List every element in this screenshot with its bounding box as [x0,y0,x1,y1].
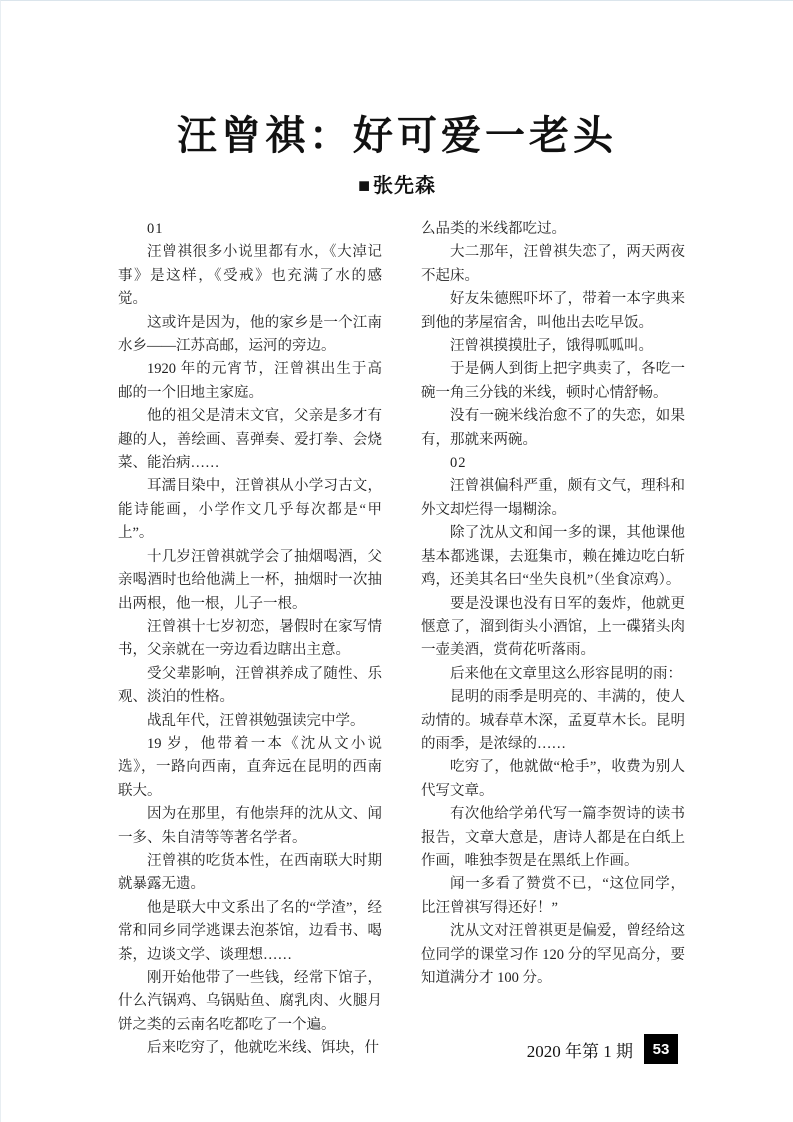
paragraph: 19 岁，他带着一本《沈从文小说选》，一路向西南，直奔远在昆明的西南联大。 [118,735,382,799]
paragraph: 1920 年的元宵节，汪曾祺出生于高邮的一个旧地主家庭。 [118,361,382,401]
paragraph: 战乱年代，汪曾祺勉强读完中学。 [147,712,365,729]
paragraph: 除了沈从文和闻一多的课，其他课他基本都逃课，去逛集市，赖在摊边吃白斩鸡，还美其名曰“坐失良机”（坐食凉鸡）。 [421,525,685,589]
section-number: 01 [147,221,164,237]
paragraph: 汪曾祺很多小说里都有水，《大淖记事》是这样，《受戒》也充满了水的感觉。 [118,244,382,308]
paragraph: 沈从文对汪曾祺更是偏爱，曾经给这位同学的课堂习作 120 分的罕见高分，要知道满分才 100 分。 [421,923,685,986]
article-title: 汪曾祺：好可爱一老头 [177,113,617,158]
paragraph: 大二那年，汪曾祺失恋了，两天两夜不起床。 [421,244,685,284]
paragraph: 汪曾祺摸摸肚子，饿得呱呱叫。 [450,338,653,355]
author-name: 张先森 [373,175,437,197]
page-footer [527,1034,678,1064]
section-number: 02 [450,455,467,472]
paragraph: 这或许是因为，他的家乡是一个江南水乡——江苏高邮，运河的旁边。 [118,314,382,355]
paragraph: 没有一碗米线治愈不了的失恋，如果有，那就来两碗。 [421,408,685,448]
paragraph: 于是俩人到街上把字典卖了，各吃一碗一角三分钱的米线，顿时心情舒畅。 [421,361,685,401]
paragraph: 要是没课也没有日军的轰炸，他就更惬意了，溜到街头小酒馆，上一碟猪头肉一壶美酒，赏荷花听落雨。 [421,595,685,659]
paragraph: 十几岁汪曾祺就学会了抽烟喝酒，父亲喝酒时也给他满上一杯，抽烟时一次抽出两根，他一根，儿子一根。 [118,548,382,612]
issue-label: 2020 年第 1 期 [526,1041,633,1061]
paragraph: 汪曾祺偏科严重，颇有文气，理科和外文却烂得一塌糊涂。 [421,478,685,518]
paragraph: 闻一多看了赞赏不已，“这位同学，比汪曾祺写得还好！” [421,876,685,916]
paragraph: 刚开始他带了一些钱，经常下馆子，什么汽锅鸡、乌锅贴鱼、腐乳肉、火腿月饼之类的云南名吃都吃了一个遍。 [118,970,382,1033]
paragraph: 好友朱德熙吓坏了，带着一本字典来到他的茅屋宿舍，叫他出去吃早饭。 [421,291,685,331]
paragraph: 后来吃穷了，他就吃米线、饵块，什 [147,1040,379,1057]
paragraph: 后来他在文章里这么形容昆明的雨： [450,665,682,682]
right-text-column [421,218,685,990]
left-text-column [118,218,382,1061]
paragraph: 有次他给学弟代写一篇李贺诗的读书报告，文章大意是，唐诗人都是在白纸上作画，唯独李贺是在黑纸上作画。 [421,806,685,869]
page-number-badge: 53 [644,1034,678,1064]
author-line [1,169,793,198]
paragraph: 受父辈影响，汪曾祺养成了随性、乐观、淡泊的性格。 [118,665,382,706]
paragraph: 汪曾祺的吃货本性，在西南联大时期就暴露无遗。 [118,852,382,893]
author-square-marker-icon: ■ [357,175,372,197]
paragraph: 汪曾祺十七岁初恋，暑假时在家写情书，父亲就在一旁边看边瞎出主意。 [118,618,382,659]
paragraph: 吃穷了，他就做“枪手”，收费为别人代写文章。 [421,759,685,799]
paragraph: 因为在那里，有他崇拜的沈从文、闻一多、朱自清等等著名学者。 [118,806,382,846]
paragraph: 他的祖父是清末文官，父亲是多才有趣的人，善绘画、喜弹奏、爱打拳、会烧菜、能治病…… [118,408,382,472]
paragraph: 昆明的雨季是明亮的、丰满的，使人动情的。城春草木深，孟夏草木长。昆明的雨季，是浓绿的…… [421,689,685,752]
paragraph: 他是联大中文系出了名的“学渣”，经常和同乡同学逃课去泡茶馆，边看书、喝茶，边谈文学、谈理想…… [118,899,382,963]
paragraph: 么品类的米线都吃过。 [421,221,566,237]
paragraph: 耳濡目染中，汪曾祺从小学习古文，能诗能画，小学作文几乎每次都是“甲上”。 [118,478,382,542]
